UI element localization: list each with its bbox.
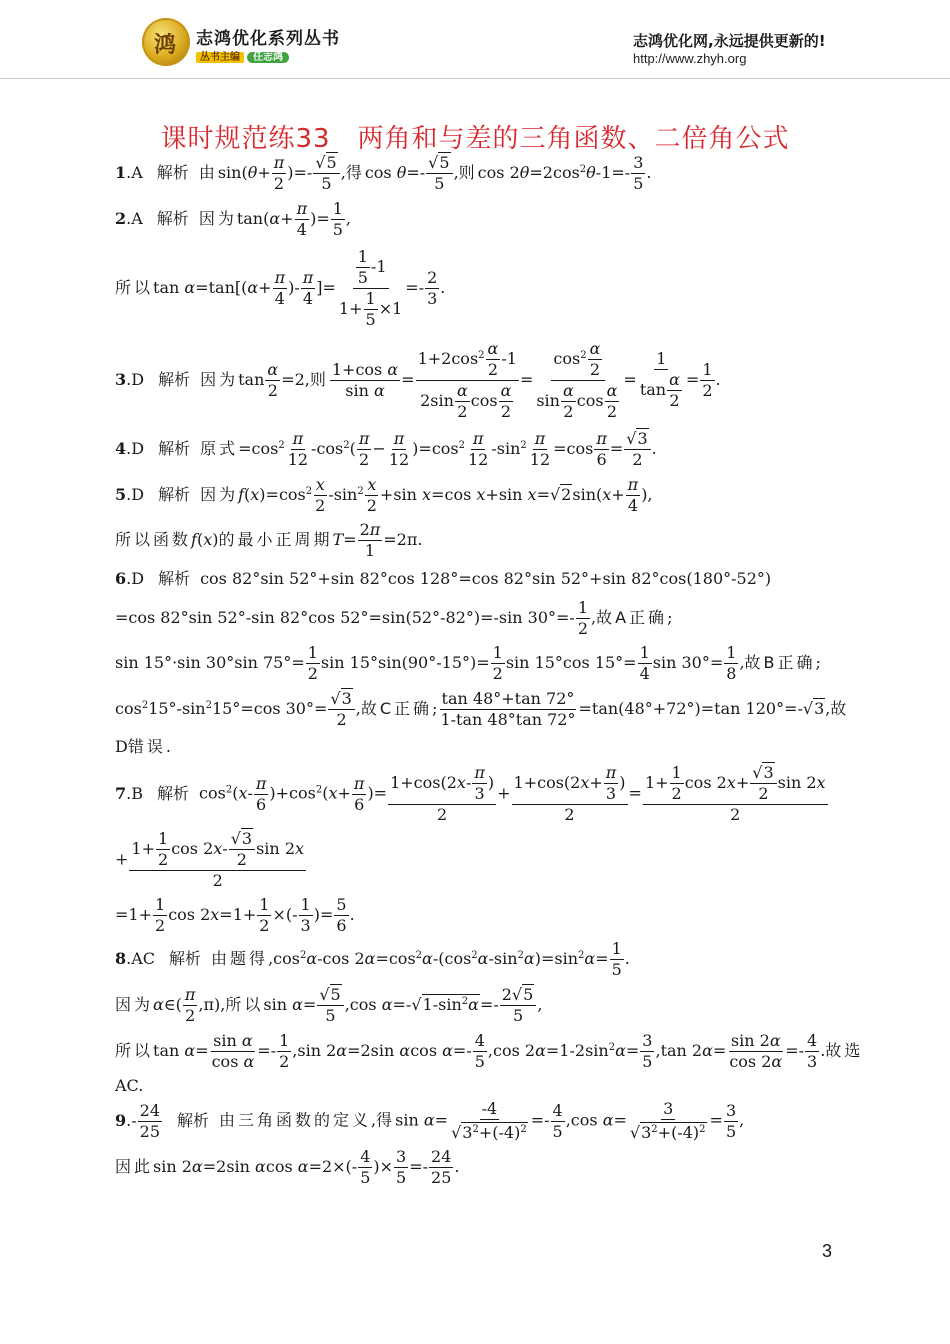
item-answer: D [131,370,145,389]
editor-name: 任志鸿 [247,52,289,63]
analysis-label: 解析 [156,163,189,182]
answer-item-9: 9 .- 24 25 解析 由三角函数的定义,得sin α= $\frac{-4}{√3^2+(-4)^2}$ =- $\frac{4}{5}$ ,cos α= $\frac{3}{√3^2+(-4)^2}$ = $\frac{3}{5}$ , [115,1099,745,1142]
item-body: 所以tan α= $\frac{\text{sin α}}{\text{cos α}}$ =- $\frac{1}{2}$ ,sin 2α=2sin αcos α=- $\frac{4}{5}$ ,cos $2\alpha=1-2\sin^2\alpha=$ $\frac{3}{5}$ ,tan 2α= $\frac{\sin 2\alpha}{\cos 2\alpha}$ =- $\frac{4}{3}$ .故选 [115,1030,864,1071]
item-body: $\cos^215^\circ-\sin^215^\circ=\cos$ 30°= $\frac{√3}{2}$ ,故C正确; $\frac{\tan 48^\circ+\tan 72^\circ}{1-\tan 48^\circ\tan 72^\circ}$ =tan(48°+72°)=tan 120°=-√3,故 [115,688,850,729]
answer-item-6: 6 . D 解析 cos 82°sin 52°+sin 82°cos 128°=cos 82°sin 52°+sin 82°cos(180°-52°) [115,569,772,588]
item-number: 7 [115,784,127,803]
header-divider [0,78,950,79]
item-answer: A [131,209,143,228]
item-body: AC. [115,1076,144,1095]
publisher-logo-icon [142,18,190,66]
item-number: 8 [115,949,127,968]
item-body: 由题得$,\cos^2\alpha-\cos$ $2\alpha=\cos^2\alpha-(\cos^2\alpha-\sin^2\alpha)=\sin^2\alpha=$ $\frac{1}{5}$ . [211,938,630,979]
analysis-label: 解析 [157,784,190,803]
answer-item-7-cont-2 [115,894,835,936]
item-number: 1 [115,163,127,182]
item-answer: D [131,485,145,504]
analysis-label: 解析 [177,1111,210,1130]
answer-item-6-cont-3 [115,686,850,732]
item-number: 6 [115,569,127,588]
answer-item-5-cont [115,518,835,562]
answer-item-8-cont-3 [115,1074,835,1098]
series-editor [196,48,289,62]
item-body: 因为tan $\frac{\alpha}{2}$ =2,则 $\frac{\text{1+cos α}}{\text{sin α}}$ = $1+2\cos^2$ $\frac{\alpha}{2}$ -1 2sin $\frac{\alpha}{2}$ cos $\frac{\alpha}{2}$ = $\cos^2$ $\frac{\alpha}{2}$ sin $\frac{\alpha}{2}$ cos $\frac{\alpha}{2}$ = 1 tan $\frac{\alpha}{2}$ = $\frac{1}{2}$ . [200,338,721,421]
item-number: 5 [115,485,127,504]
item-number: 3 [115,370,127,389]
item-body: 因此sin 2α=2sin αcos α=2×(- $\frac{4}{5}$ )× $\frac{3}{5}$ =- $\frac{24}{25}$ . [115,1146,460,1187]
item-body: 所以tan α=tan[(α+ $\frac{\pi}{4}$ )- $\frac{\pi}{4}$ ]= $\frac{1}{5}$ -1 1+ $\frac{1}{5}$ ×1 =- $\frac{2}{3}$ . [115,246,446,329]
item-body: D错误. [115,737,171,756]
answer-item-2-cont [115,242,835,334]
item-body: cos 82°sin 52°+sin 82°cos 128°=cos 82°sin 52°+sin 82°cos(180°-52°) [200,569,772,588]
item-body: =1+ $\frac{1}{2}$ cos 2x=1+ $\frac{1}{2}$ ×(- $\frac{1}{3}$ )= $\frac{5}{6}$ . [115,894,355,935]
item-body: + 1+ $\frac{1}{2}$ cos 2x- $\frac{√3}{2}$ sin 2x 2 [115,829,305,890]
analysis-label: 解析 [158,370,191,389]
item-number: 2 [115,209,127,228]
item-answer: A [131,163,143,182]
item-number: 4 [115,439,127,458]
answer-item-6-cont-1 [115,596,835,640]
item-body: sin 15°·sin 30°sin 75°= $\frac{1}{2}$ sin 15°sin(90°-15°)= $\frac{1}{2}$ sin 15°cos 15°= $\frac{1}{4}$ sin 30°= $\frac{1}{8}$ ,故B正确; [115,642,821,683]
answer-content [115,150,864,1190]
item-body: 原式$=\cos^2$ $\frac{\pi}{12}$ $-\cos^2$( $\frac{\pi}{2}$ − $\frac{\pi}{12}$ )$=\cos^2$ $\frac{\pi}{12}$ $-\sin^2$ $\frac{\pi}{12}$ =cos $\frac{\pi}{6}$ = $\frac{√3}{2}$ . [200,428,657,469]
item-number: 9 [115,1111,127,1130]
item-answer: D [131,439,145,458]
answer-item-5: 5 . D 解析 因为$f(x)=\cos^2$ $\frac{x}{2}$ $-\sin^2$ $\frac{x}{2}$ +sin x=cos x+sin x=√2sin(x+ $\frac{\pi}{4}$ ), [115,474,653,515]
analysis-label: 解析 [156,209,189,228]
item-answer: D [131,569,145,588]
page-header [0,0,950,80]
item-body: 由sin(θ+ $\frac{\pi}{2}$ )=- $\frac{√5}{5}$ ,得cos θ=- $\frac{√5}{5}$ ,则$\cos 2\theta=2\cos^2\theta-1=-$ $\frac{3}{5}$ . [198,152,652,193]
item-body: 因为α∈( $\frac{\pi}{2}$ ,π),所以sin α= $\frac{√5}{5}$ ,cos $\alpha=-√1-\sin^2\alpha=-$ $\frac{2√5}{5}$ , [115,984,543,1025]
analysis-label: 解析 [158,485,191,504]
item-body: 因为tan(α+ $\frac{\pi}{4}$ )= $\frac{1}{5}$ , [198,198,352,239]
answer-item-3: 3 . D 解析 因为tan $\frac{\alpha}{2}$ =2,则 $\frac{\text{1+cos α}}{\text{sin α}}$ = $1+2\cos^2$ $\frac{\alpha}{2}$ -1 2sin $\frac{\alpha}{2}$ cos $\frac{\alpha}{2}$ = $\cos^2$ $\frac{\alpha}{2}$ sin $\frac{\alpha}{2}$ cos $\frac{\alpha}{2}$ = 1 tan $\frac{\alpha}{2}$ = $\frac{1}{2}$ . [115,338,721,421]
page-title: 课时规范练33 两角和与差的三角函数、二倍角公式 [160,124,790,154]
answer-item-2: 2 . A 解析 因为tan(α+ $\frac{\pi}{4}$ )= $\frac{1}{5}$ , [115,198,352,239]
answer-item-1: 1 . A 解析 由sin(θ+ $\frac{\pi}{2}$ )=- $\frac{√5}{5}$ ,得cos θ=- $\frac{√5}{5}$ ,则$\cos 2\theta=2\cos^2\theta-1=-$ $\frac{3}{5}$ . [115,152,652,193]
answer-item-8-cont-2 [115,1028,864,1074]
answer-item-9-cont [115,1144,835,1190]
answer-item-6-cont-4 [115,732,835,762]
answer-item-7: 7 . B 解析 $\cos^2(x-$ $\frac{\pi}{6}$ )$+\cos^2(x+$ $\frac{\pi}{6}$ )= 1+cos(2x- $\frac{\pi}{3}$ ) 2 + 1+cos(2x+ $\frac{\pi}{3}$ ) 2 = 1+ $\frac{1}{2}$ cos 2x+ $\frac{√3}{2}$ sin 2x 2 [115,762,835,826]
page-number: 3 [822,1241,833,1261]
item-answer: B [131,784,143,803]
answer-item-8-cont-1 [115,982,835,1028]
analysis-label: 解析 [158,569,191,588]
item-body: $\cos^2(x-$ $\frac{\pi}{6}$ )$+\cos^2(x+$ $\frac{\pi}{6}$ )= 1+cos(2x- $\frac{\pi}{3}$ ) 2 + 1+cos(2x+ $\frac{\pi}{3}$ ) 2 = 1+ $\frac{1}{2}$ cos 2x+ $\frac{√3}{2}$ sin 2x 2 [199,763,826,824]
site-url[interactable]: http://www.zhyh.org [633,51,747,66]
analysis-label: 解析 [169,949,202,968]
answer-item-8: 8 . AC 解析 由题得$,\cos^2\alpha-\cos$ $2\alpha=\cos^2\alpha-(\cos^2\alpha-\sin^2\alpha)=\sin^2\alpha=$ $\frac{1}{5}$ . [115,938,630,979]
series-title: 志鸿优化系列丛书 [196,29,340,49]
answer-item-7-cont-1 [115,826,835,894]
item-body: 因为$f(x)=\cos^2$ $\frac{x}{2}$ $-\sin^2$ $\frac{x}{2}$ +sin x=cos x+sin x=√2sin(x+ $\frac{\pi}{4}$ ), [200,474,653,515]
answer-item-4: 4 . D 解析 原式$=\cos^2$ $\frac{\pi}{12}$ $-\cos^2$( $\frac{\pi}{2}$ − $\frac{\pi}{12}$ )$=\cos^2$ $\frac{\pi}{12}$ $-\sin^2$ $\frac{\pi}{12}$ =cos $\frac{\pi}{6}$ = $\frac{√3}{2}$ . [115,428,657,469]
item-body: 由三角函数的定义,得sin α= $\frac{-4}{√3^2+(-4)^2}$ =- $\frac{4}{5}$ ,cos α= $\frac{3}{√3^2+(-4)^2}$ = $\frac{3}{5}$ , [219,1099,745,1142]
item-body: =cos 82°sin 52°-sin 82°cos 52°=sin(52°-82°)=-sin 30°=- $\frac{1}{2}$ ,故A正确; [115,597,673,638]
analysis-label: 解析 [158,439,191,458]
item-body: 所以函数f(x)的最小正周期T= $\frac{2\pi}{1}$ =2π. [115,519,423,560]
item-answer: AC [131,949,156,968]
answer-item-6-cont-2 [115,640,835,686]
site-tagline: 志鸿优化网,永远提供更新的! [633,32,826,50]
editor-label: 丛书主编 [196,52,244,63]
